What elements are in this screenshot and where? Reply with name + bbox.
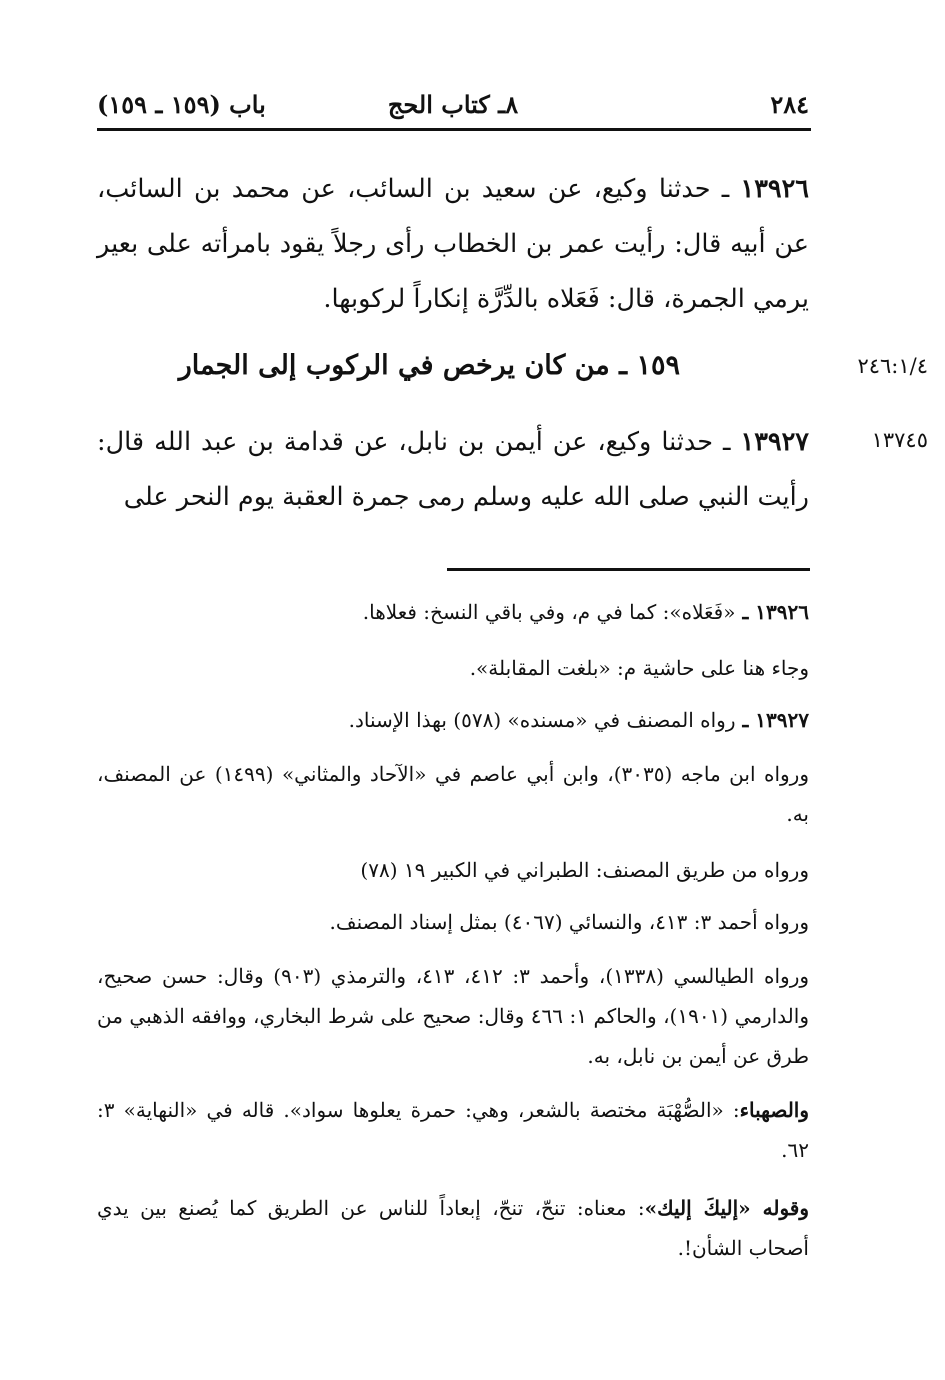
footnote bbox=[97, 700, 809, 740]
margin-reference-chapter: ٢٤٦:١/٤ bbox=[857, 354, 928, 378]
hadith-13927 bbox=[97, 415, 809, 525]
footnote-lead: والصهباء bbox=[739, 1098, 809, 1122]
footnote-lead: ١٣٩٢٧ ـ bbox=[735, 708, 809, 732]
hadith-number: ١٣٩٢٦ bbox=[740, 174, 809, 204]
footnote-text: ورواه من طريق المصنف: الطبراني في الكبير ١٩ (٧٨) bbox=[360, 858, 809, 882]
footnote-text: : معناه: تنحّ، تنحّ، إبعاداً للناس عن الطريق كما يُصنع بين يدي أصحاب الشأن!. bbox=[97, 1196, 809, 1260]
footnote-text: «فَعَلاه»: كما في م، وفي باقي النسخ: فعلاها. bbox=[362, 600, 736, 624]
footnote bbox=[97, 956, 809, 1076]
hadith-text: ـ حدثنا وكيع، عن سعيد بن السائب، عن محمد بن السائب، عن أبيه قال: رأيت عمر بن الخطاب رأى رجلاً يقود بامرأته على بعير يرمي الجمرة، قال: فَعَلاه بالدِّرَّة إنكاراً لركوبها. bbox=[97, 174, 809, 314]
footnote-lead: ١٣٩٢٦ ـ bbox=[735, 600, 809, 624]
footnote bbox=[97, 1188, 809, 1268]
footnote-text: : «الصُّهْبَة مختصة بالشعر، وهي: حمرة يعلوها سواد». قاله في «النهاية» ٣: ٦٢. bbox=[97, 1098, 809, 1162]
running-header bbox=[97, 86, 809, 122]
margin-reference-hadith: ١٣٧٤٥ bbox=[871, 428, 928, 452]
hadith-text: ـ حدثنا وكيع، عن أيمن بن نابل، عن قدامة بن عبد الله قال: رأيت النبي صلى الله عليه وسلم رمى جمرة العقبة يوم النحر على bbox=[97, 427, 809, 512]
footnote-text: ورواه أحمد ٣: ٤١٣، والنسائي (٤٠٦٧) بمثل إسناد المصنف. bbox=[329, 910, 809, 934]
footnote bbox=[97, 1090, 809, 1170]
hadith-13926 bbox=[97, 162, 809, 327]
page-number: ٢٨٤ bbox=[770, 90, 809, 119]
header-rule bbox=[97, 128, 811, 131]
footnote-text: وجاء هنا على حاشية م: «بلغت المقابلة». bbox=[469, 656, 809, 680]
footnote-text: رواه المصنف في «مسنده» (٥٧٨) بهذا الإسناد. bbox=[348, 708, 736, 732]
footnote bbox=[97, 850, 809, 890]
footnote bbox=[97, 902, 809, 942]
book-title: ٨ـ كتاب الحج bbox=[387, 90, 519, 119]
chapter-range: باب (١٥٩ ـ ١٥٩) bbox=[97, 90, 266, 119]
hadith-number: ١٣٩٢٧ bbox=[740, 427, 809, 457]
footnote-text: ورواه الطيالسي (١٣٣٨)، وأحمد ٣: ٤١٢، ٤١٣، والترمذي (٩٠٣) وقال: حسن صحيح، والدارمي (١٩٠١)، والحاكم ١: ٤٦٦ وقال: صحيح على شرط البخاري، ووافقه الذهبي من طرق عن أيمن بن نابل، به. bbox=[97, 964, 810, 1068]
footnote bbox=[97, 592, 809, 632]
footnote-text: ورواه ابن ماجه (٣٠٣٥)، وابن أبي عاصم في «الآحاد والمثاني» (١٤٩٩) عن المصنف، به. bbox=[97, 762, 809, 826]
footnote-lead: وقوله «إليكَ إليك» bbox=[644, 1196, 810, 1220]
footnote bbox=[97, 648, 809, 688]
footnote-separator bbox=[447, 568, 810, 571]
footnote bbox=[97, 754, 809, 834]
chapter-heading: ١٥٩ ـ من كان يرخص في الركوب إلى الجمار bbox=[178, 350, 680, 381]
